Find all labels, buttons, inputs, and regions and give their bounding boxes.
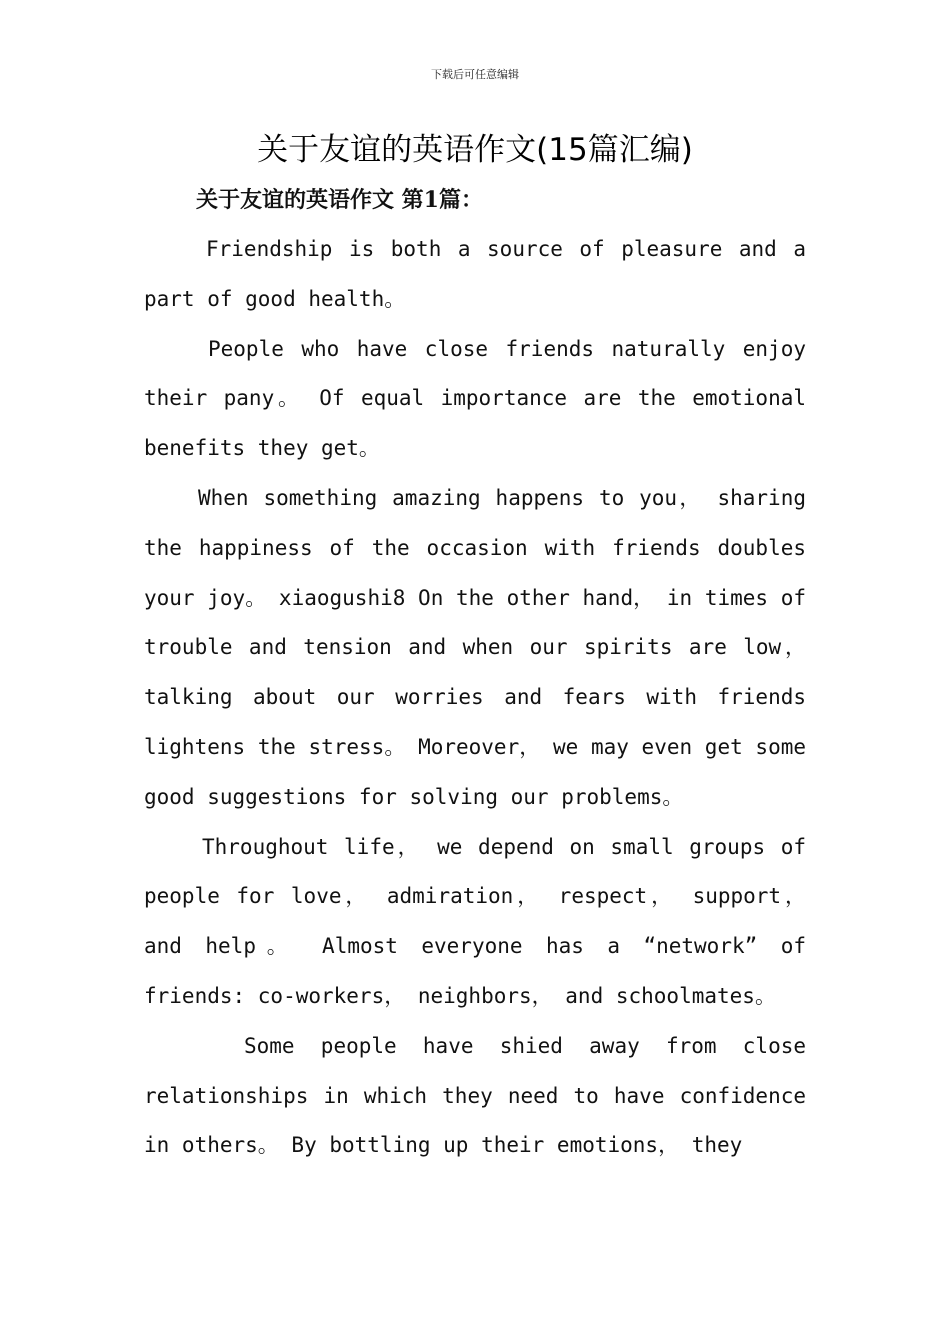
- paragraph: Some people have shied away from close relationships in which they need to have confidence in others。 By bottling up their emotions， they: [144, 1033, 806, 1158]
- paragraph: People who have close friends naturally enjoy their pany。 Of equal importance are the emotional benefits they get。: [144, 336, 806, 461]
- paragraph: Throughout life， we depend on small groups of people for love， admiration， respect， support， and help。 Almost everyone has a “network” of friends: co-workers， neighbors， and schoolmates。: [144, 834, 806, 1008]
- section-heading: 关于友谊的英语作文 第1篇：: [196, 187, 483, 213]
- paragraph: When something amazing happens to you， sharing the happiness of the occasion with friends doubles your joy。 xiaogushi8 On the other hand， in times of trouble and tension and when our spirits are low， talking about our worries and fears with friends lightens the stress。 Moreover， we may even get some good suggestions for solving our problems。: [144, 485, 806, 809]
- document-title: 关于友谊的英语作文(15篇汇编): [257, 132, 693, 168]
- header-note: 下载后可任意编辑: [431, 68, 519, 81]
- paragraph: Friendship is both a source of pleasure and a part of good health。: [144, 237, 806, 311]
- essay-body: [144, 225, 806, 1171]
